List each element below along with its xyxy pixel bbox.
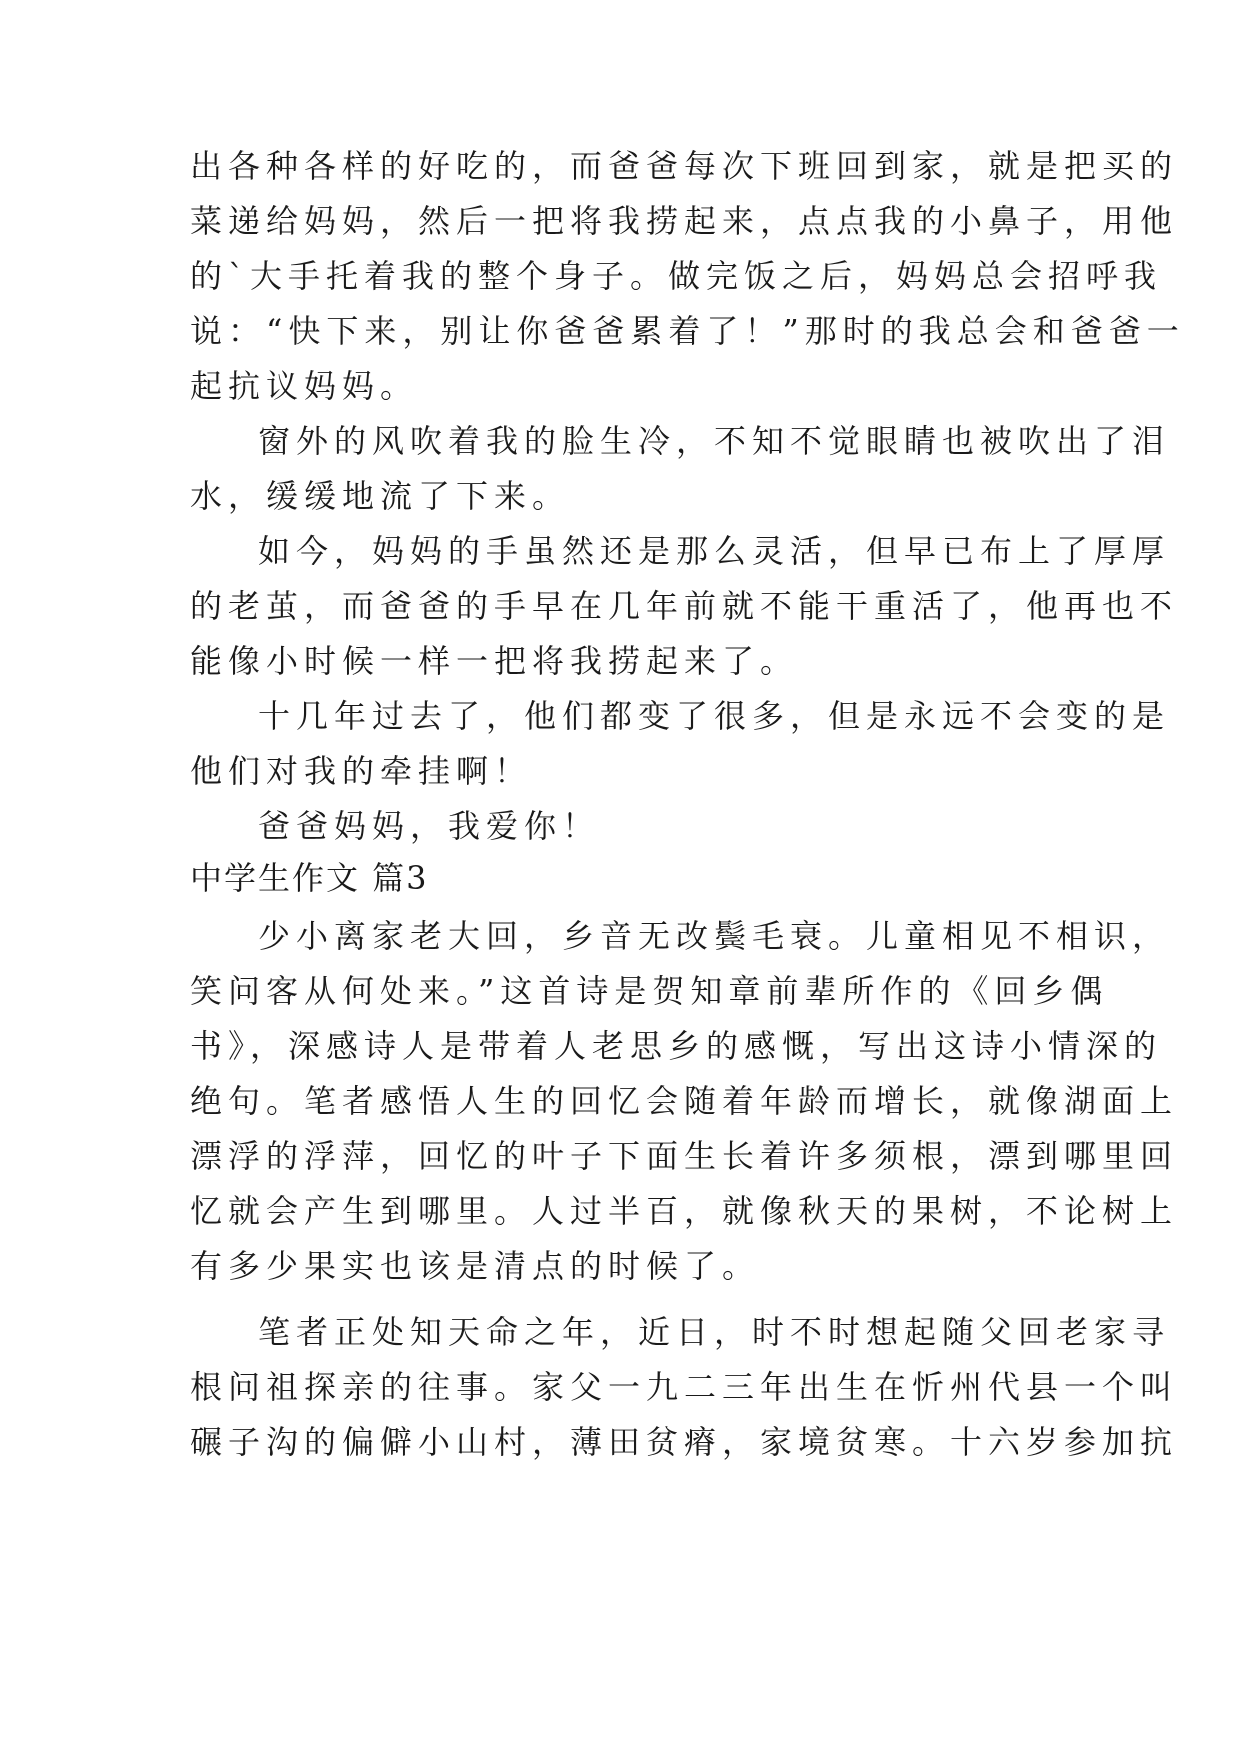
section-heading: 中学生作文 篇3 [190,859,429,897]
text-line: 有多少果实也该是清点的时候了。 [190,1247,761,1285]
text-line: 他们对我的牵挂啊！ [190,752,533,790]
text-line: 书》，深感诗人是带着人老思乡的感慨，写出这诗小情深的 [190,1027,1163,1065]
text-line: 绝句。笔者感悟人生的回忆会随着年龄而增长，就像湖面上 [190,1082,1179,1120]
text-line: 起抗议妈妈。 [190,367,419,405]
text-line: 水，缓缓地流了下来。 [190,477,571,515]
text-line: 根问祖探亲的往事。家父一九二三年出生在忻州代县一个叫 [190,1368,1179,1406]
paragraph-start: 十几年过去了，他们都变了很多，但是永远不会变的是 [258,697,1171,735]
paragraph-start: 窗外的风吹着我的脸生冷，不知不觉眼睛也被吹出了泪 [258,422,1171,460]
text-line: 碾子沟的偏僻小山村，薄田贫瘠，家境贫寒。十六岁参加抗 [190,1423,1179,1461]
paragraph-start: 少小离家老大回，乡音无改鬓毛衰。儿童相见不相识， [258,917,1171,955]
text-line: 忆就会产生到哪里。人过半百，就像秋天的果树，不论树上 [190,1192,1179,1230]
text-line: 的老茧，而爸爸的手早在几年前就不能干重活了，他再也不 [190,587,1179,625]
text-line: 能像小时候一样一把将我捞起来了。 [190,642,799,680]
text-line: 笑问客从何处来。”这首诗是贺知章前辈所作的《回乡偶 [190,972,1109,1010]
paragraph-start: 爸爸妈妈，我爱你！ [258,807,601,845]
paragraph-start: 如今，妈妈的手虽然还是那么灵活，但早已布上了厚厚 [258,532,1171,570]
text-line: 漂浮的浮萍，回忆的叶子下面生长着许多须根，漂到哪里回 [190,1137,1179,1175]
text-line: 出各种各样的好吃的，而爸爸每次下班回到家，就是把买的 [190,147,1179,185]
text-line: 说：“快下来，别让你爸爸累着了！”那时的我总会和爸爸一 [190,312,1185,350]
text-line: 菜递给妈妈，然后一把将我捞起来，点点我的小鼻子，用他 [190,202,1179,240]
paragraph-start: 笔者正处知天命之年，近日，时不时想起随父回老家寻 [258,1313,1171,1351]
text-line: 的`大手托着我的整个身子。做完饭之后，妈妈总会招呼我 [190,257,1163,295]
